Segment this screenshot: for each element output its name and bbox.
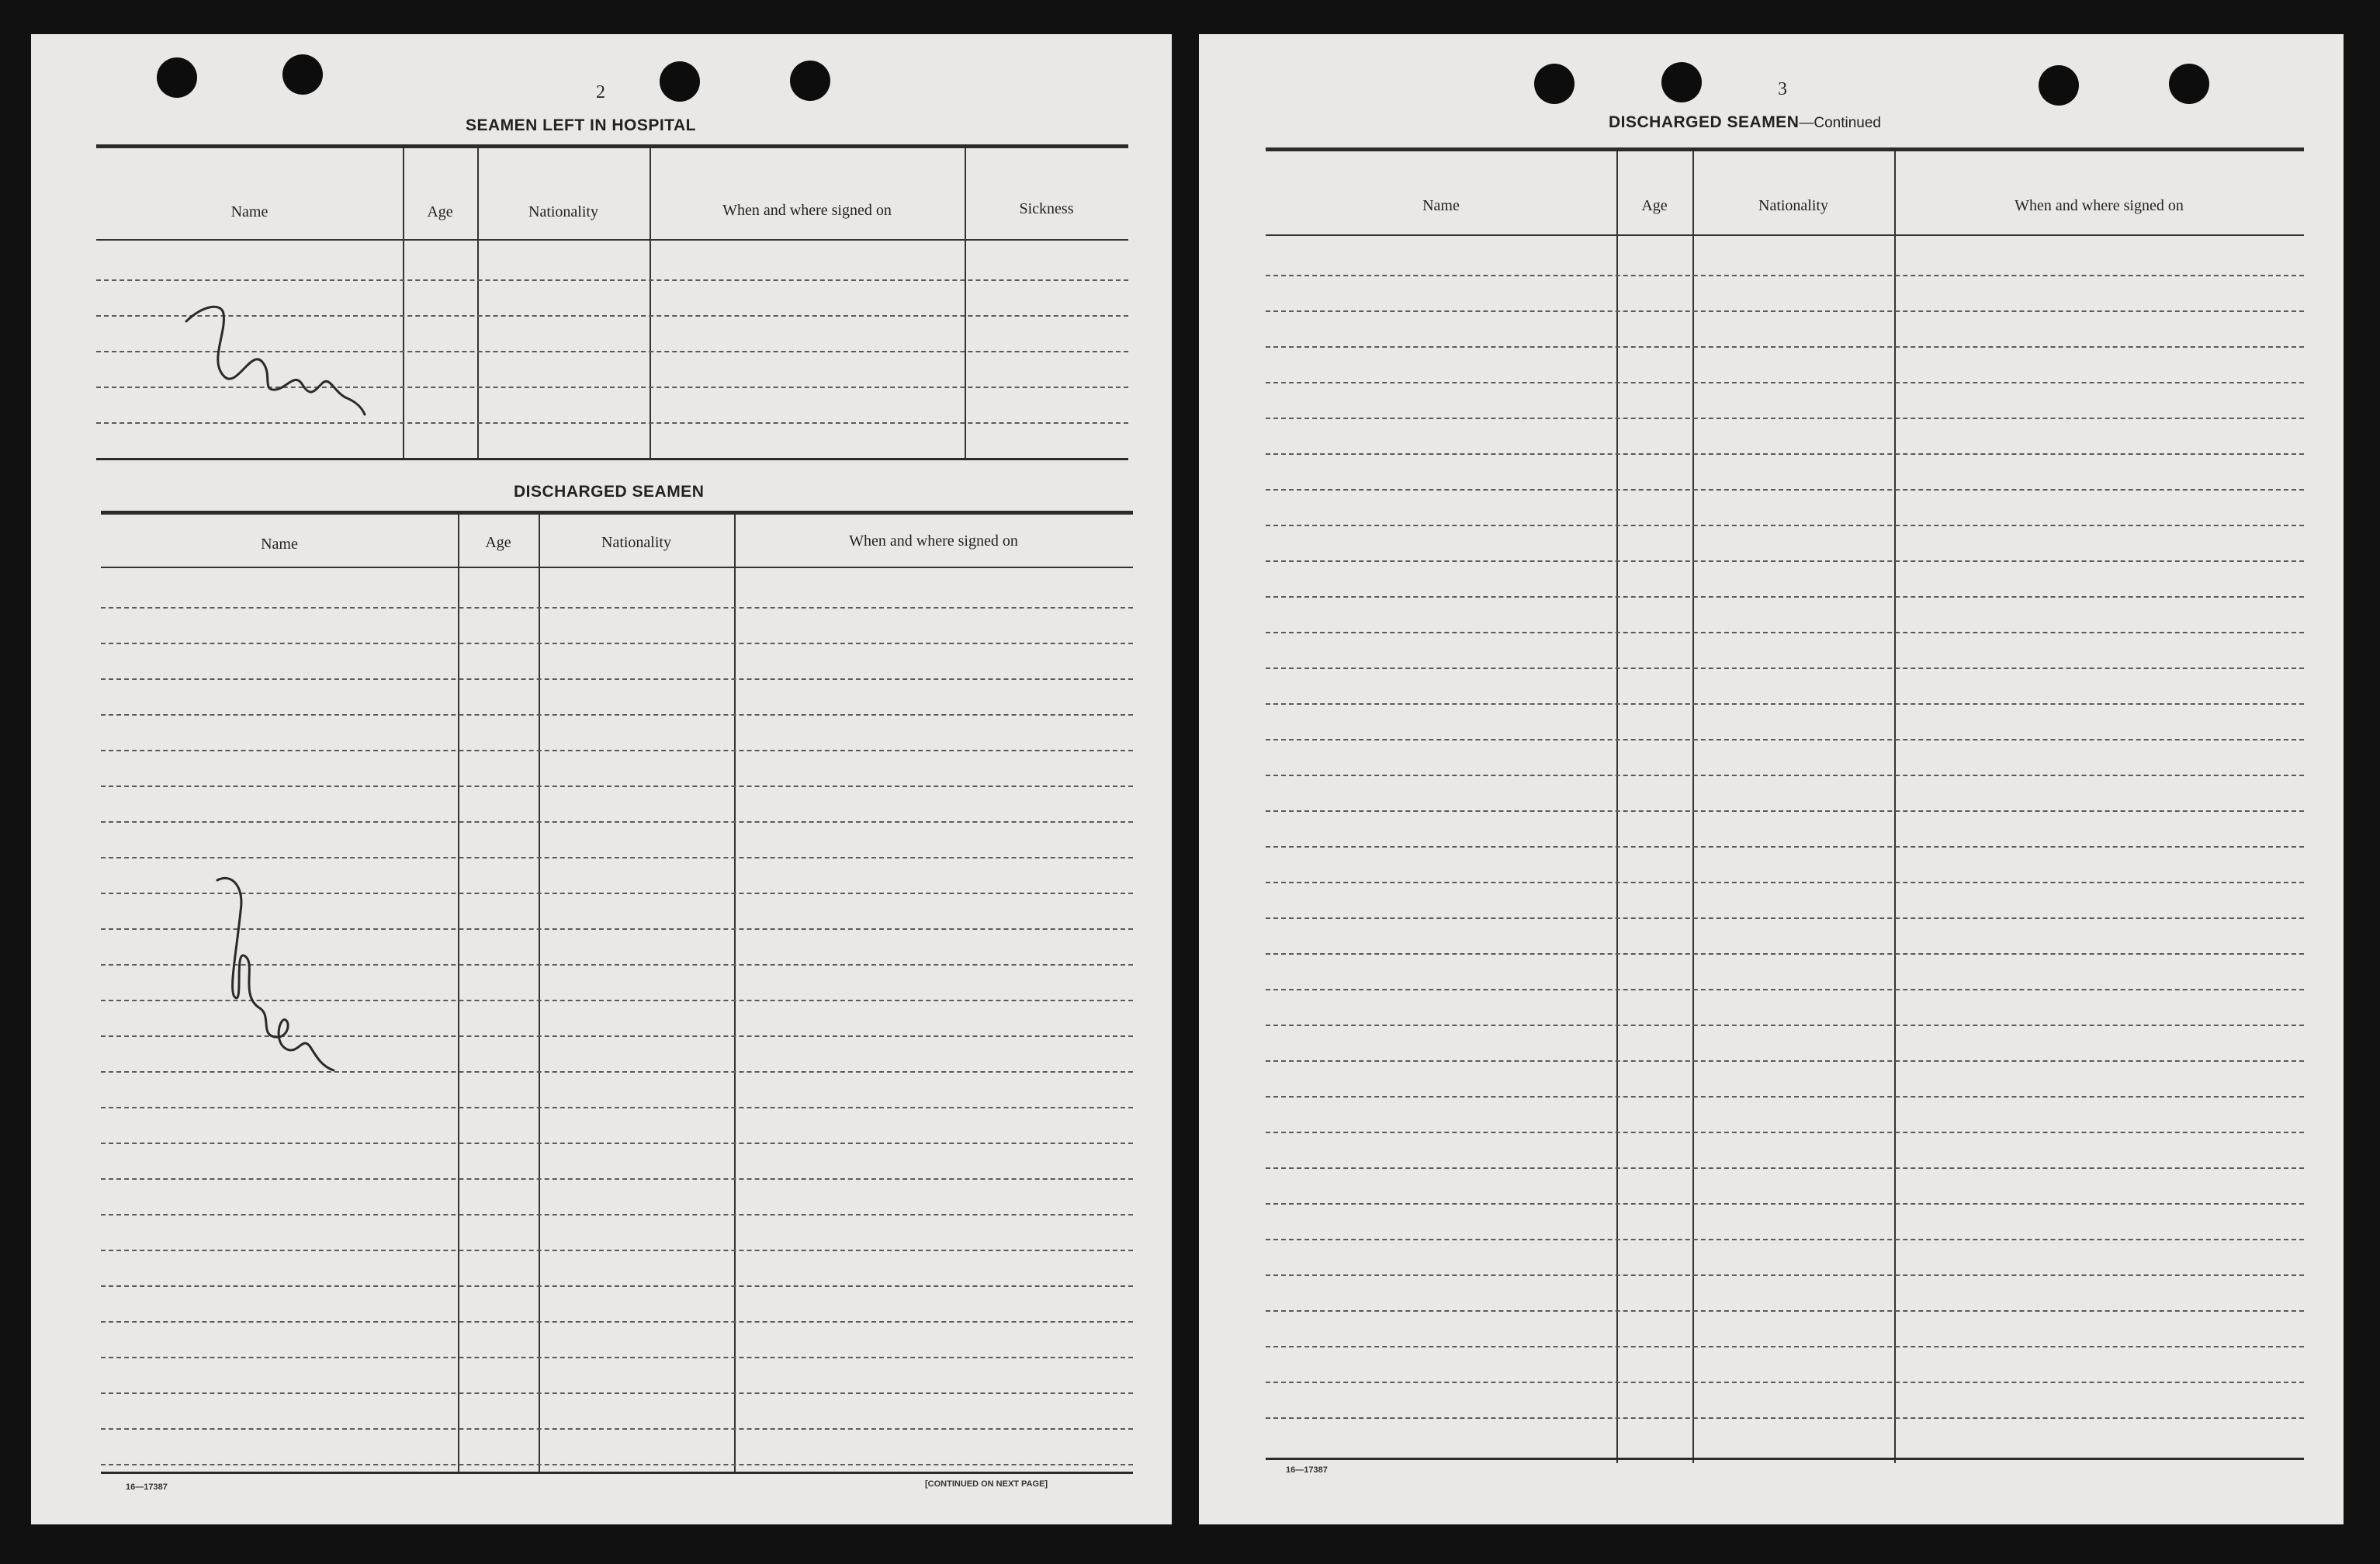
hospital-section-title: SEAMEN LEFT IN HOSPITAL xyxy=(466,116,696,134)
ruled-line xyxy=(1266,1096,2304,1098)
ruled-line xyxy=(101,1464,1133,1465)
column-header-signed-on: When and where signed on xyxy=(2015,197,2184,214)
ruled-line xyxy=(1266,846,2304,848)
ruled-line xyxy=(1266,1274,2304,1276)
ruled-line xyxy=(101,1107,1133,1108)
punch-hole xyxy=(1661,62,1702,102)
column-header-signed-on: When and where signed on xyxy=(849,532,1018,550)
table-top-rule xyxy=(96,144,1128,148)
column-header-nationality: Nationality xyxy=(1758,197,1828,214)
column-divider xyxy=(734,515,736,1474)
discharged-continued-title xyxy=(1609,113,1881,132)
column-divider xyxy=(650,148,651,459)
continued-suffix: —Continued xyxy=(1799,115,1881,131)
header-rule xyxy=(96,239,1128,241)
table-bottom-rule xyxy=(96,458,1128,460)
column-header-age: Age xyxy=(1641,197,1668,214)
ruled-line xyxy=(101,1428,1133,1430)
ruled-line xyxy=(101,821,1133,823)
ruled-line xyxy=(1266,525,2304,526)
ruled-line xyxy=(101,1143,1133,1144)
header-rule xyxy=(101,567,1133,568)
ruled-line xyxy=(101,607,1133,609)
column-header-signed-on: When and where signed on xyxy=(722,202,892,219)
punch-hole xyxy=(157,57,197,98)
form-number: 16—17387 xyxy=(1286,1465,1328,1475)
discharged-section-title: DISCHARGED SEAMEN xyxy=(514,483,705,501)
column-header-name: Name xyxy=(261,536,298,553)
ruled-line xyxy=(101,1250,1133,1251)
ruled-line xyxy=(1266,739,2304,740)
column-divider xyxy=(477,148,479,459)
ruled-line xyxy=(1266,560,2304,562)
ruled-line xyxy=(1266,382,2304,383)
ruled-line xyxy=(101,1178,1133,1180)
ruled-line xyxy=(1266,310,2304,312)
ruled-line xyxy=(1266,668,2304,669)
column-header-nationality: Nationality xyxy=(528,203,598,220)
punch-hole xyxy=(2039,65,2079,106)
ruled-line xyxy=(1266,1310,2304,1312)
column-header-age: Age xyxy=(427,203,453,220)
ruled-line xyxy=(96,279,1128,281)
ruled-line xyxy=(101,785,1133,787)
form-number: 16—17387 xyxy=(126,1483,168,1492)
ruled-line xyxy=(101,1321,1133,1323)
ruled-line xyxy=(1266,1417,2304,1419)
ruled-line xyxy=(101,857,1133,858)
ruled-line xyxy=(1266,1346,2304,1347)
ruled-line xyxy=(1266,418,2304,419)
header-rule xyxy=(1266,234,2304,236)
page-number: 2 xyxy=(596,82,605,102)
column-divider xyxy=(458,515,459,1474)
table-top-rule xyxy=(1266,147,2304,151)
ruled-line xyxy=(101,643,1133,644)
column-header-nationality: Nationality xyxy=(601,534,671,551)
ruled-line xyxy=(101,678,1133,680)
column-header-name: Name xyxy=(230,203,268,220)
ruled-line xyxy=(101,750,1133,751)
ruled-line xyxy=(1266,1382,2304,1383)
column-header-sickness: Sickness xyxy=(1019,200,1074,217)
column-divider xyxy=(403,148,404,459)
ruled-line xyxy=(1266,1060,2304,1062)
table-bottom-rule xyxy=(101,1472,1133,1474)
column-divider xyxy=(539,515,540,1474)
handwritten-none-hospital xyxy=(178,298,380,438)
ruled-line xyxy=(1266,596,2304,598)
punch-hole xyxy=(790,61,830,101)
ruled-line xyxy=(1266,346,2304,348)
ruled-line xyxy=(1266,882,2304,883)
ruled-line xyxy=(1266,275,2304,276)
ruled-line xyxy=(1266,1025,2304,1026)
ruled-line xyxy=(1266,917,2304,919)
ruled-line xyxy=(101,1392,1133,1394)
ruled-line xyxy=(1266,1239,2304,1240)
punch-hole xyxy=(1534,64,1575,104)
punch-hole xyxy=(2169,64,2209,104)
handwritten-none-discharged xyxy=(186,865,357,1098)
punch-hole xyxy=(282,54,323,95)
ruled-line xyxy=(101,714,1133,716)
left-page xyxy=(31,34,1172,1524)
table-top-rule xyxy=(101,511,1133,515)
continued-note: [CONTINUED ON NEXT PAGE] xyxy=(925,1479,1048,1489)
discharged-continued-title-text: DISCHARGED SEAMEN xyxy=(1609,113,1800,131)
table-bottom-rule xyxy=(1266,1458,2304,1460)
ruled-line xyxy=(1266,1167,2304,1169)
ruled-line xyxy=(1266,703,2304,705)
ruled-line xyxy=(1266,1132,2304,1133)
ruled-line xyxy=(1266,953,2304,955)
ruled-line xyxy=(1266,810,2304,812)
ruled-line xyxy=(101,1285,1133,1287)
right-page xyxy=(1199,34,2344,1524)
ruled-line xyxy=(1266,989,2304,990)
ruled-line xyxy=(1266,775,2304,776)
page-number: 3 xyxy=(1778,79,1787,99)
column-divider xyxy=(1692,151,1694,1463)
column-divider xyxy=(965,148,966,459)
ruled-line xyxy=(1266,489,2304,491)
ruled-line xyxy=(1266,1203,2304,1205)
column-divider xyxy=(1616,151,1618,1463)
ruled-line xyxy=(101,1214,1133,1215)
column-divider xyxy=(1894,151,1896,1463)
column-header-age: Age xyxy=(485,534,511,551)
ruled-line xyxy=(1266,453,2304,455)
ruled-line xyxy=(101,1357,1133,1358)
punch-hole xyxy=(660,61,700,102)
ruled-line xyxy=(1266,632,2304,633)
column-header-name: Name xyxy=(1422,197,1460,214)
discharged-continued-table xyxy=(1266,147,2304,1461)
